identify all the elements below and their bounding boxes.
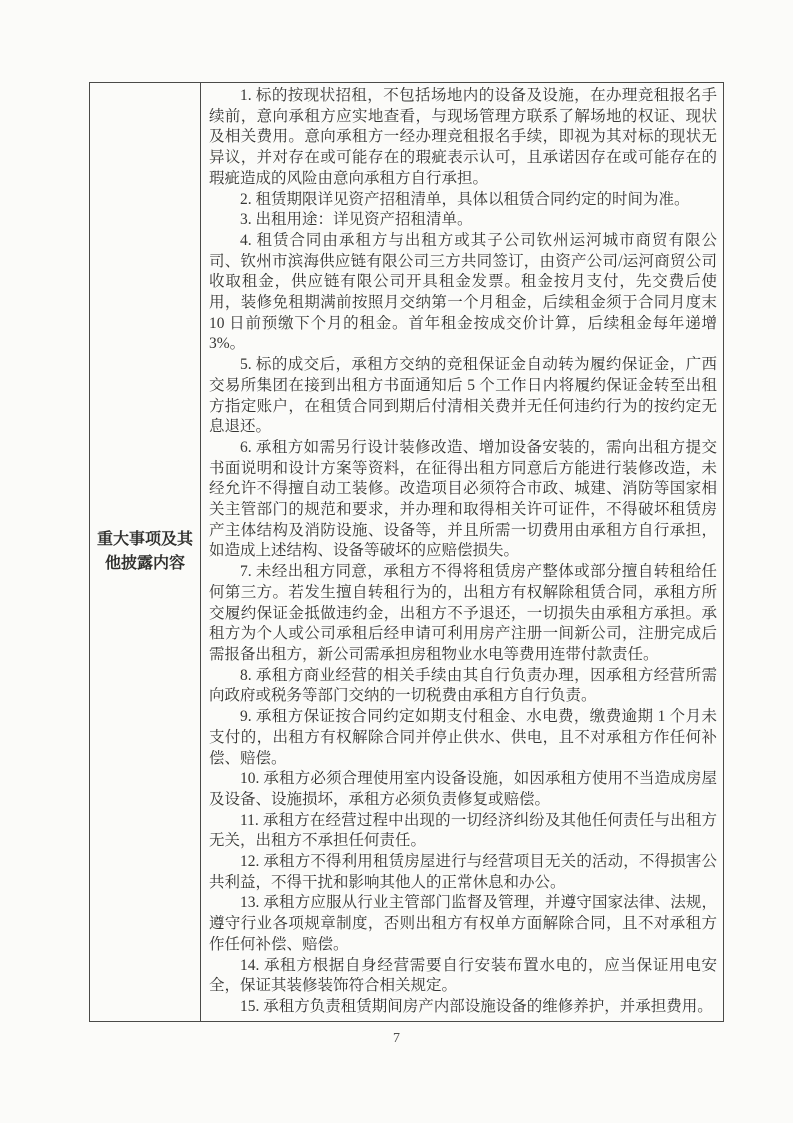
clauses-cell xyxy=(201,83,723,1021)
clause-paragraph: 10. 承租方必须合理使用室内设备设施，如因承租方使用不当造成房屋及设备、设施损坏，承租方必须负责修复或赔偿。 xyxy=(209,770,717,808)
clause-paragraph: 2. 租赁期限详见资产招租清单，具体以租赁合同约定的时间为准。 xyxy=(240,190,690,208)
clause-paragraph: 4. 租赁合同由承租方与出租方或其子公司钦州运河城市商贸有限公司、钦州市滨海供应链有限公司三方共同签订，由资产公司/运河商贸公司收取租金，供应链有限公司开具租金发票。租金按月支付，先交费后使用，装修免租期满前按照月交纳第一个月租金，后续租金须于合同月度末 10 日前预缴下个月的租金。首年租金按成交价计算，后续租金每年递增 3%。 xyxy=(209,231,717,353)
clause-paragraph: 11. 承租方在经营过程中出现的一切经济纠纷及其他任何责任与出租方无关，出租方不承担任何责任。 xyxy=(209,811,717,850)
disclosure-table xyxy=(89,82,724,1022)
clause-paragraph: 12. 承租方不得利用租赁房屋进行与经营项目无关的活动，不得损害公共利益，不得干扰和影响其他人的正常休息和办公。 xyxy=(209,853,717,891)
clause-paragraph: 5. 标的成交后，承租方交纳的竞租保证金自动转为履约保证金，广西交易所集团在接到出租方书面通知后 5 个工作日内将履约保证金转至出租方指定账户，在租赁合同到期后付清相关费并无任何违约行为的按约定无息退还。 xyxy=(209,356,717,436)
clause-paragraph: 8. 承租方商业经营的相关手续由其自行负责办理，因承租方经营所需向政府或税务等部门交纳的一切税费由承租方自行负责。 xyxy=(209,666,717,705)
clause-paragraph: 6. 承租方如需另行设计装修改造、增加设备安装的，需向出租方提交书面说明和设计方案等资料，在征得出租方同意后方能进行装修改造，未经允许不得擅自动工装修。改造项目必须符合市政、城建、消防等国家相关主管部门的规范和要求，并办理和取得相关许可证件，不得破坏租赁房产主体结构及消防设施、设备等，并且所需一切费用由承租方自行承担，如造成上述结构、设备等破坏的应赔偿损失。 xyxy=(209,438,717,560)
clause-paragraph: 3. 出租用途：详见资产招租清单。 xyxy=(240,211,473,229)
row-header-cell xyxy=(90,83,201,1021)
clause-paragraph: 13. 承租方应服从行业主管部门监督及管理，并遵守国家法律、法规，遵守行业各项规章制度，否则出租方有权单方面解除合同，且不对承租方作任何补偿、赔偿。 xyxy=(209,894,717,953)
clause-paragraph: 1. 标的按现状招租，不包括场地内的设备及设施，在办理竞租报名手续前，意向承租方应实地查看，与现场管理方联系了解场地的权证、现状及相关费用。意向承租方一经办理竞租报名手续，即视为其对标的现状无异议，并对存在或可能存在的瑕疵表示认可，且承诺因存在或可能存在的瑕疵造成的风险由意向承租方自行承担。 xyxy=(209,87,717,187)
row-header-label: 重大事项及其他披露内容 xyxy=(96,531,193,572)
clause-paragraph: 7. 未经出租方同意，承租方不得将租赁房产整体或部分擅自转租给任何第三方。若发生擅自转租行为的，出租方有权解除租赁合同，承租方所交履约保证金抵做违约金，出租方不予退还，一切损失由承租方承担。承租方为个人或公司承租后经申请可利用房产注册一间新公司，注册完成后需报备出租方，新公司需承担房租物业水电等费用连带付款责任。 xyxy=(209,563,717,663)
clause-paragraph: 15. 承租方负责租赁期间房产内部设施设备的维修养护，并承担费用。 xyxy=(240,997,713,1015)
clause-paragraph: 9. 承租方保证按合同约定如期支付租金、水电费，缴费逾期 1 个月未支付的，出租方有权解除合同并停止供水、供电，且不对承租方作任何补偿、赔偿。 xyxy=(209,708,717,767)
clause-paragraph: 14. 承租方根据自身经营需要自行安装布置水电的，应当保证用电安全，保证其装修装饰符合相关规定。 xyxy=(209,956,717,995)
page-number: 7 xyxy=(393,1031,400,1046)
